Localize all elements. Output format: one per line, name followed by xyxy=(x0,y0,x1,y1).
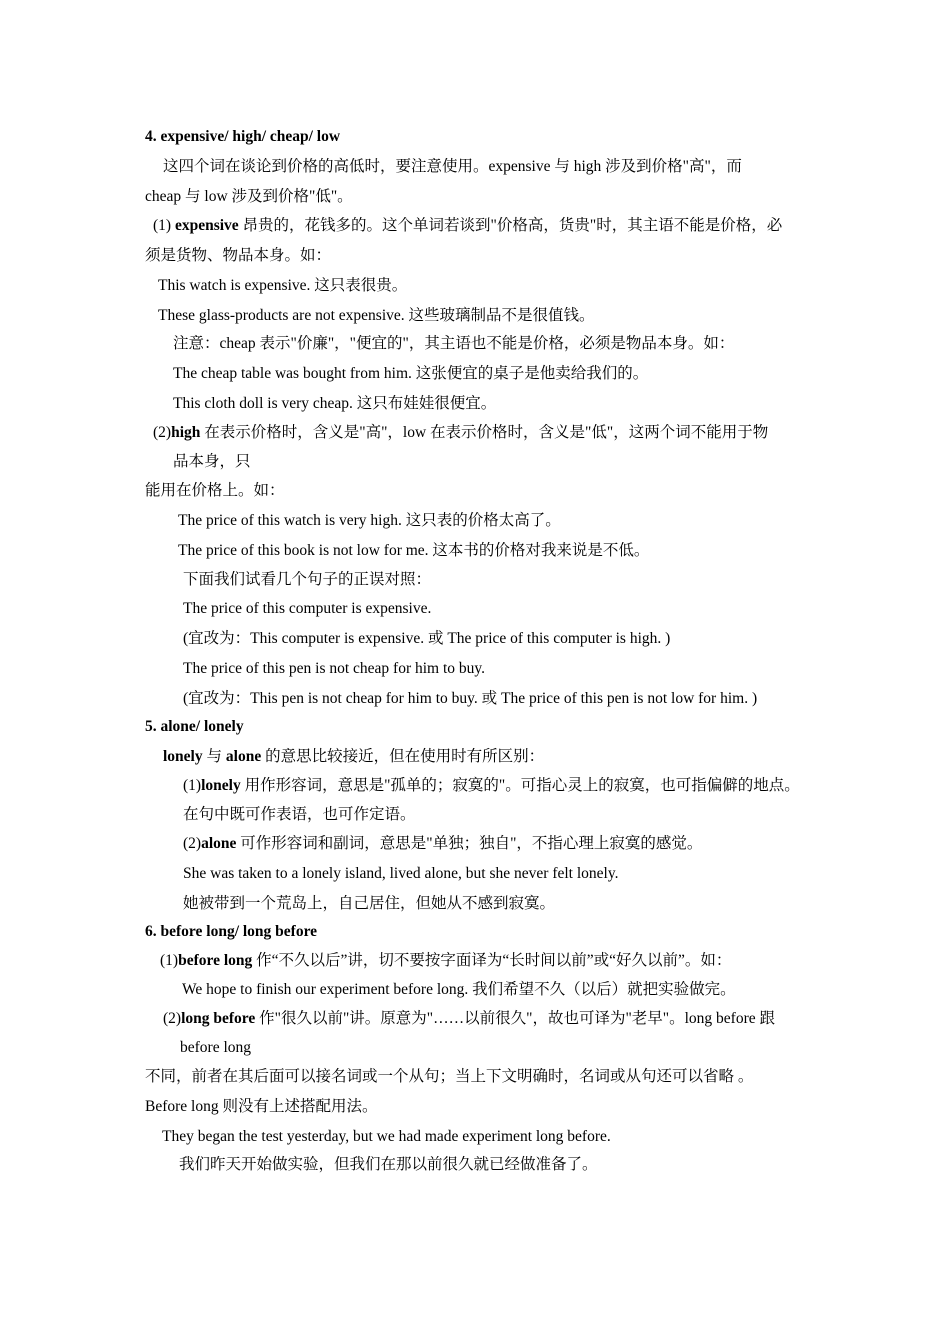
example-sentence: This cloth doll is very cheap. 这只布娃娃很便宜。 xyxy=(173,395,497,412)
term-lonely: lonely xyxy=(201,777,241,794)
item-number: (2) xyxy=(153,424,172,441)
term-before-long: before long xyxy=(178,952,253,969)
term-alone: alone xyxy=(225,748,262,765)
example-translation: 她被带到一个荒岛上，自己居住，但她从不感到寂寞。 xyxy=(183,895,556,912)
item-number: (1) xyxy=(160,952,179,969)
list-item-expensive xyxy=(153,216,782,236)
item-text: 作“不久以后”讲，切不要按字面译为“长时间以前”或“好久以前”。如： xyxy=(252,952,732,969)
item-text: 在表示价格时，含义是"高"，low 在表示价格时，含义是"低"，这两个词不能用于物 xyxy=(200,424,769,441)
section-heading-6: 6. before long/ long before xyxy=(145,923,318,940)
correction-line: (宜改为：This pen is not cheap for him to buy. 或 The price of this pen is not low for him. ) xyxy=(183,690,758,707)
example-sentence: This watch is expensive. 这只表很贵。 xyxy=(158,277,408,294)
paragraph-line: 不同，前者在其后面可以接名词或一个从句；当上下文明确时，名词或从句还可以省略 。 xyxy=(145,1068,754,1085)
item-number: (2) xyxy=(183,835,202,852)
paragraph-line: Before long 则没有上述搭配用法。 xyxy=(145,1098,378,1115)
note-line: 注意：cheap 表示"价廉"，"便宜的"，其主语也不能是价格，必须是物品本身。如： xyxy=(173,335,735,352)
term-long-before: long before xyxy=(181,1010,256,1027)
paragraph-line: 品本身，只 xyxy=(173,453,251,470)
term-alone: alone xyxy=(201,835,237,852)
item-number: (1) xyxy=(183,777,202,794)
item-number: (1) xyxy=(153,217,175,234)
example-sentence: They began the test yesterday, but we had made experiment long before. xyxy=(162,1128,611,1145)
paragraph-line xyxy=(163,747,544,767)
example-sentence: The price of this pen is not cheap for him to buy. xyxy=(183,660,486,677)
paragraph-line: 下面我们试看几个句子的正误对照： xyxy=(183,571,432,588)
example-sentence: The price of this watch is very high. 这只表的价格太高了。 xyxy=(178,512,561,529)
example-sentence: The cheap table was bought from him. 这张便宜的桌子是他卖给我们的。 xyxy=(173,365,649,382)
item-text: 作"很久以前"讲。原意为"……以前很久"，故也可译为"老早"。long before 跟 xyxy=(255,1010,776,1027)
example-sentence: The price of this book is not low for me. 这本书的价格对我来说是不低。 xyxy=(178,542,650,559)
item-text: 用作形容词，意思是"孤单的；寂寞的"。可指心灵上的寂寞，也可指偏僻的地点。 xyxy=(240,777,800,794)
term-lonely: lonely xyxy=(163,748,203,765)
item-text: 可作形容词和副词，意思是"单独；独自"，不指心理上寂寞的感觉。 xyxy=(236,835,703,852)
item-text: 的意思比较接近，但在使用时有所区别： xyxy=(261,748,545,765)
section-heading-4: 4. expensive/ high/ cheap/ low xyxy=(145,128,341,145)
paragraph-line: 能用在价格上。如： xyxy=(145,482,285,499)
paragraph-line: before long xyxy=(180,1039,252,1056)
paragraph-line: 这四个词在谈论到价格的高低时，要注意使用。expensive 与 high 涉及到价格"高"，而 xyxy=(163,158,742,175)
example-sentence: The price of this computer is expensive. xyxy=(183,600,432,617)
list-item-before-long xyxy=(160,951,731,971)
list-item-high xyxy=(153,423,768,443)
paragraph-line: 在句中既可作表语，也可作定语。 xyxy=(183,806,416,823)
example-translation: 我们昨天开始做实验，但我们在那以前很久就已经做准备了。 xyxy=(179,1156,598,1173)
item-number: (2) xyxy=(163,1010,182,1027)
list-item-lonely xyxy=(183,776,800,796)
item-text: 昂贵的，花钱多的。这个单词若谈到"价格高，货贵"时，其主语不能是价格，必 xyxy=(238,217,783,234)
example-sentence: She was taken to a lonely island, lived alone, but she never felt lonely. xyxy=(183,865,619,882)
paragraph-line: cheap 与 low 涉及到价格"低"。 xyxy=(145,188,353,205)
example-sentence: These glass-products are not expensive. 这些玻璃制品不是很值钱。 xyxy=(158,307,595,324)
list-item-alone xyxy=(183,834,702,854)
example-sentence: We hope to finish our experiment before long. 我们希望不久（以后）就把实验做完。 xyxy=(182,981,736,998)
list-item-long-before xyxy=(163,1009,775,1029)
term-expensive: expensive xyxy=(174,217,239,234)
section-heading-5: 5. alone/ lonely xyxy=(145,718,244,735)
paragraph-line: 须是货物、物品本身。如： xyxy=(145,247,332,264)
connector-text: 与 xyxy=(202,748,226,765)
correction-line: (宜改为：This computer is expensive. 或 The price of this computer is high. ) xyxy=(183,630,671,647)
term-high: high xyxy=(171,424,201,441)
